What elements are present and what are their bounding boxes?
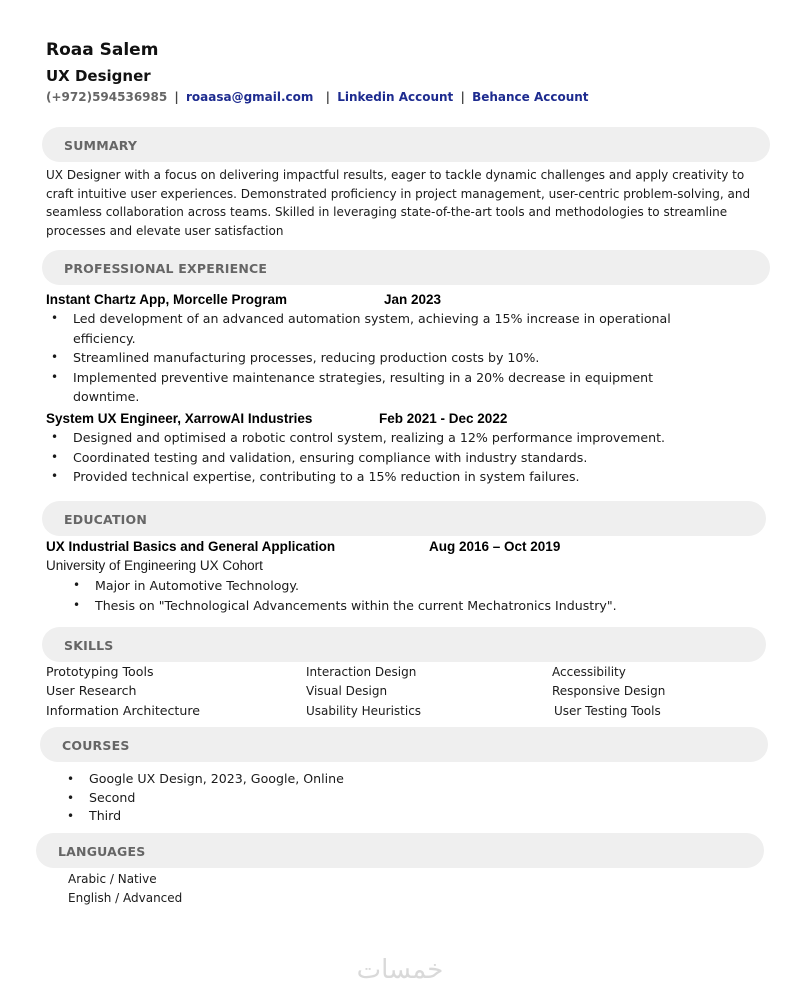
languages-heading: LANGUAGES [58,844,146,859]
skill-item: User Research [46,683,137,698]
experience-section-header [42,250,770,285]
courses-section-header [40,727,768,762]
linkedin-link[interactable]: Linkedin Account [337,90,454,104]
list-item: • Implemented preventive maintenance strategies, resulting in a 20% decrease in equipment [73,368,763,388]
summary-line: processes and elevate user satisfaction [46,223,284,238]
degree-title: UX Industrial Basics and General Application [46,539,336,554]
summary-line: craft intuitive user experiences. Demonstrated proficiency in project management, user-centric problem-solving, and [46,186,751,201]
list-item: • Second [89,789,759,808]
languages-section-header [36,833,764,868]
courses-heading: COURSES [62,738,130,753]
candidate-name: Roaa Salem [46,40,159,60]
skill-item: Visual Design [306,684,388,698]
list-item: • Designed and optimised a robotic control system, realizing a 12% performance improvement. [73,428,763,448]
skill-item: Usability Heuristics [306,704,422,718]
skills-section-header [42,627,766,662]
list-item: • Major in Automotive Technology. [95,576,765,596]
separator: | [460,90,465,104]
bullet-icon: • [51,430,59,444]
education-heading: EDUCATION [64,512,148,527]
list-item: • Coordinated testing and validation, ensuring compliance with industry standards. [73,448,763,468]
separator: | [174,90,179,104]
bullet-icon: • [67,772,75,786]
summary-text [46,166,761,240]
education-section-header [42,501,766,536]
bullet-icon: • [67,809,75,823]
language-item: English / Advanced [68,891,183,905]
bullet-icon: • [67,790,75,805]
list-item: • Google UX Design, 2023, Google, Online [89,770,759,789]
school-name: University of Engineering UX Cohort [46,558,263,573]
job-bullets [51,428,763,487]
degree-date: Aug 2016 – Oct 2019 [429,539,561,554]
bullet-icon: • [51,311,59,325]
courses-list [67,770,759,826]
candidate-title: UX Designer [46,67,151,85]
phone-number: (+972)594536985 [46,90,168,104]
job-date: Jan 2023 [384,292,442,307]
summary-line: seamless collaboration across teams. Skilled in leveraging state-of-the-art tools and methodologies to streamline [46,205,728,219]
skill-item: Accessibility [552,665,626,679]
skill-item: Information Architecture [46,703,201,718]
skill-item: Responsive Design [552,684,666,698]
list-item: • Third [89,807,759,826]
watermark-logo: خمسات [356,955,444,985]
bullet-icon: • [73,597,81,612]
list-item-continuation: efficiency. [73,330,136,346]
separator: | [325,90,330,104]
skills-heading: SKILLS [64,638,114,653]
list-item: • Provided technical expertise, contributing to a 15% reduction in system failures. [73,467,763,487]
language-item: Arabic / Native [68,872,157,886]
job-date: Feb 2021 - Dec 2022 [379,411,508,426]
job-bullets [51,309,763,407]
list-item: • Thesis on "Technological Advancements within the current Mechatronics Industry". [95,596,765,616]
behance-link[interactable]: Behance Account [472,90,589,104]
skill-item: Prototyping Tools [46,664,154,679]
list-item-continuation: downtime. [73,389,140,404]
education-bullets [73,576,765,615]
summary-heading: SUMMARY [64,138,138,153]
bullet-icon: • [51,350,59,364]
bullet-icon: • [73,578,81,592]
email-link[interactable]: roaasa@gmail.com [185,90,314,104]
list-item: • Led development of an advanced automation system, achieving a 15% increase in operational [73,309,763,329]
job-title: Instant Chartz App, Morcelle Program [46,292,288,307]
summary-section-header [42,127,770,162]
bullet-icon: • [51,449,59,464]
skill-item: User Testing Tools [554,704,661,718]
summary-line: UX Designer with a focus on delivering impactful results, eager to tackle dynamic challenges and apply creativity to [46,168,745,182]
list-item: • Streamlined manufacturing processes, reducing production costs by 10%. [73,348,763,368]
experience-heading: PROFESSIONAL EXPERIENCE [64,261,268,276]
job-title: System UX Engineer, XarrowAI Industries [46,411,313,426]
skill-item: Interaction Design [306,665,417,679]
bullet-icon: • [51,369,59,384]
bullet-icon: • [51,469,59,483]
contact-line [46,90,589,104]
